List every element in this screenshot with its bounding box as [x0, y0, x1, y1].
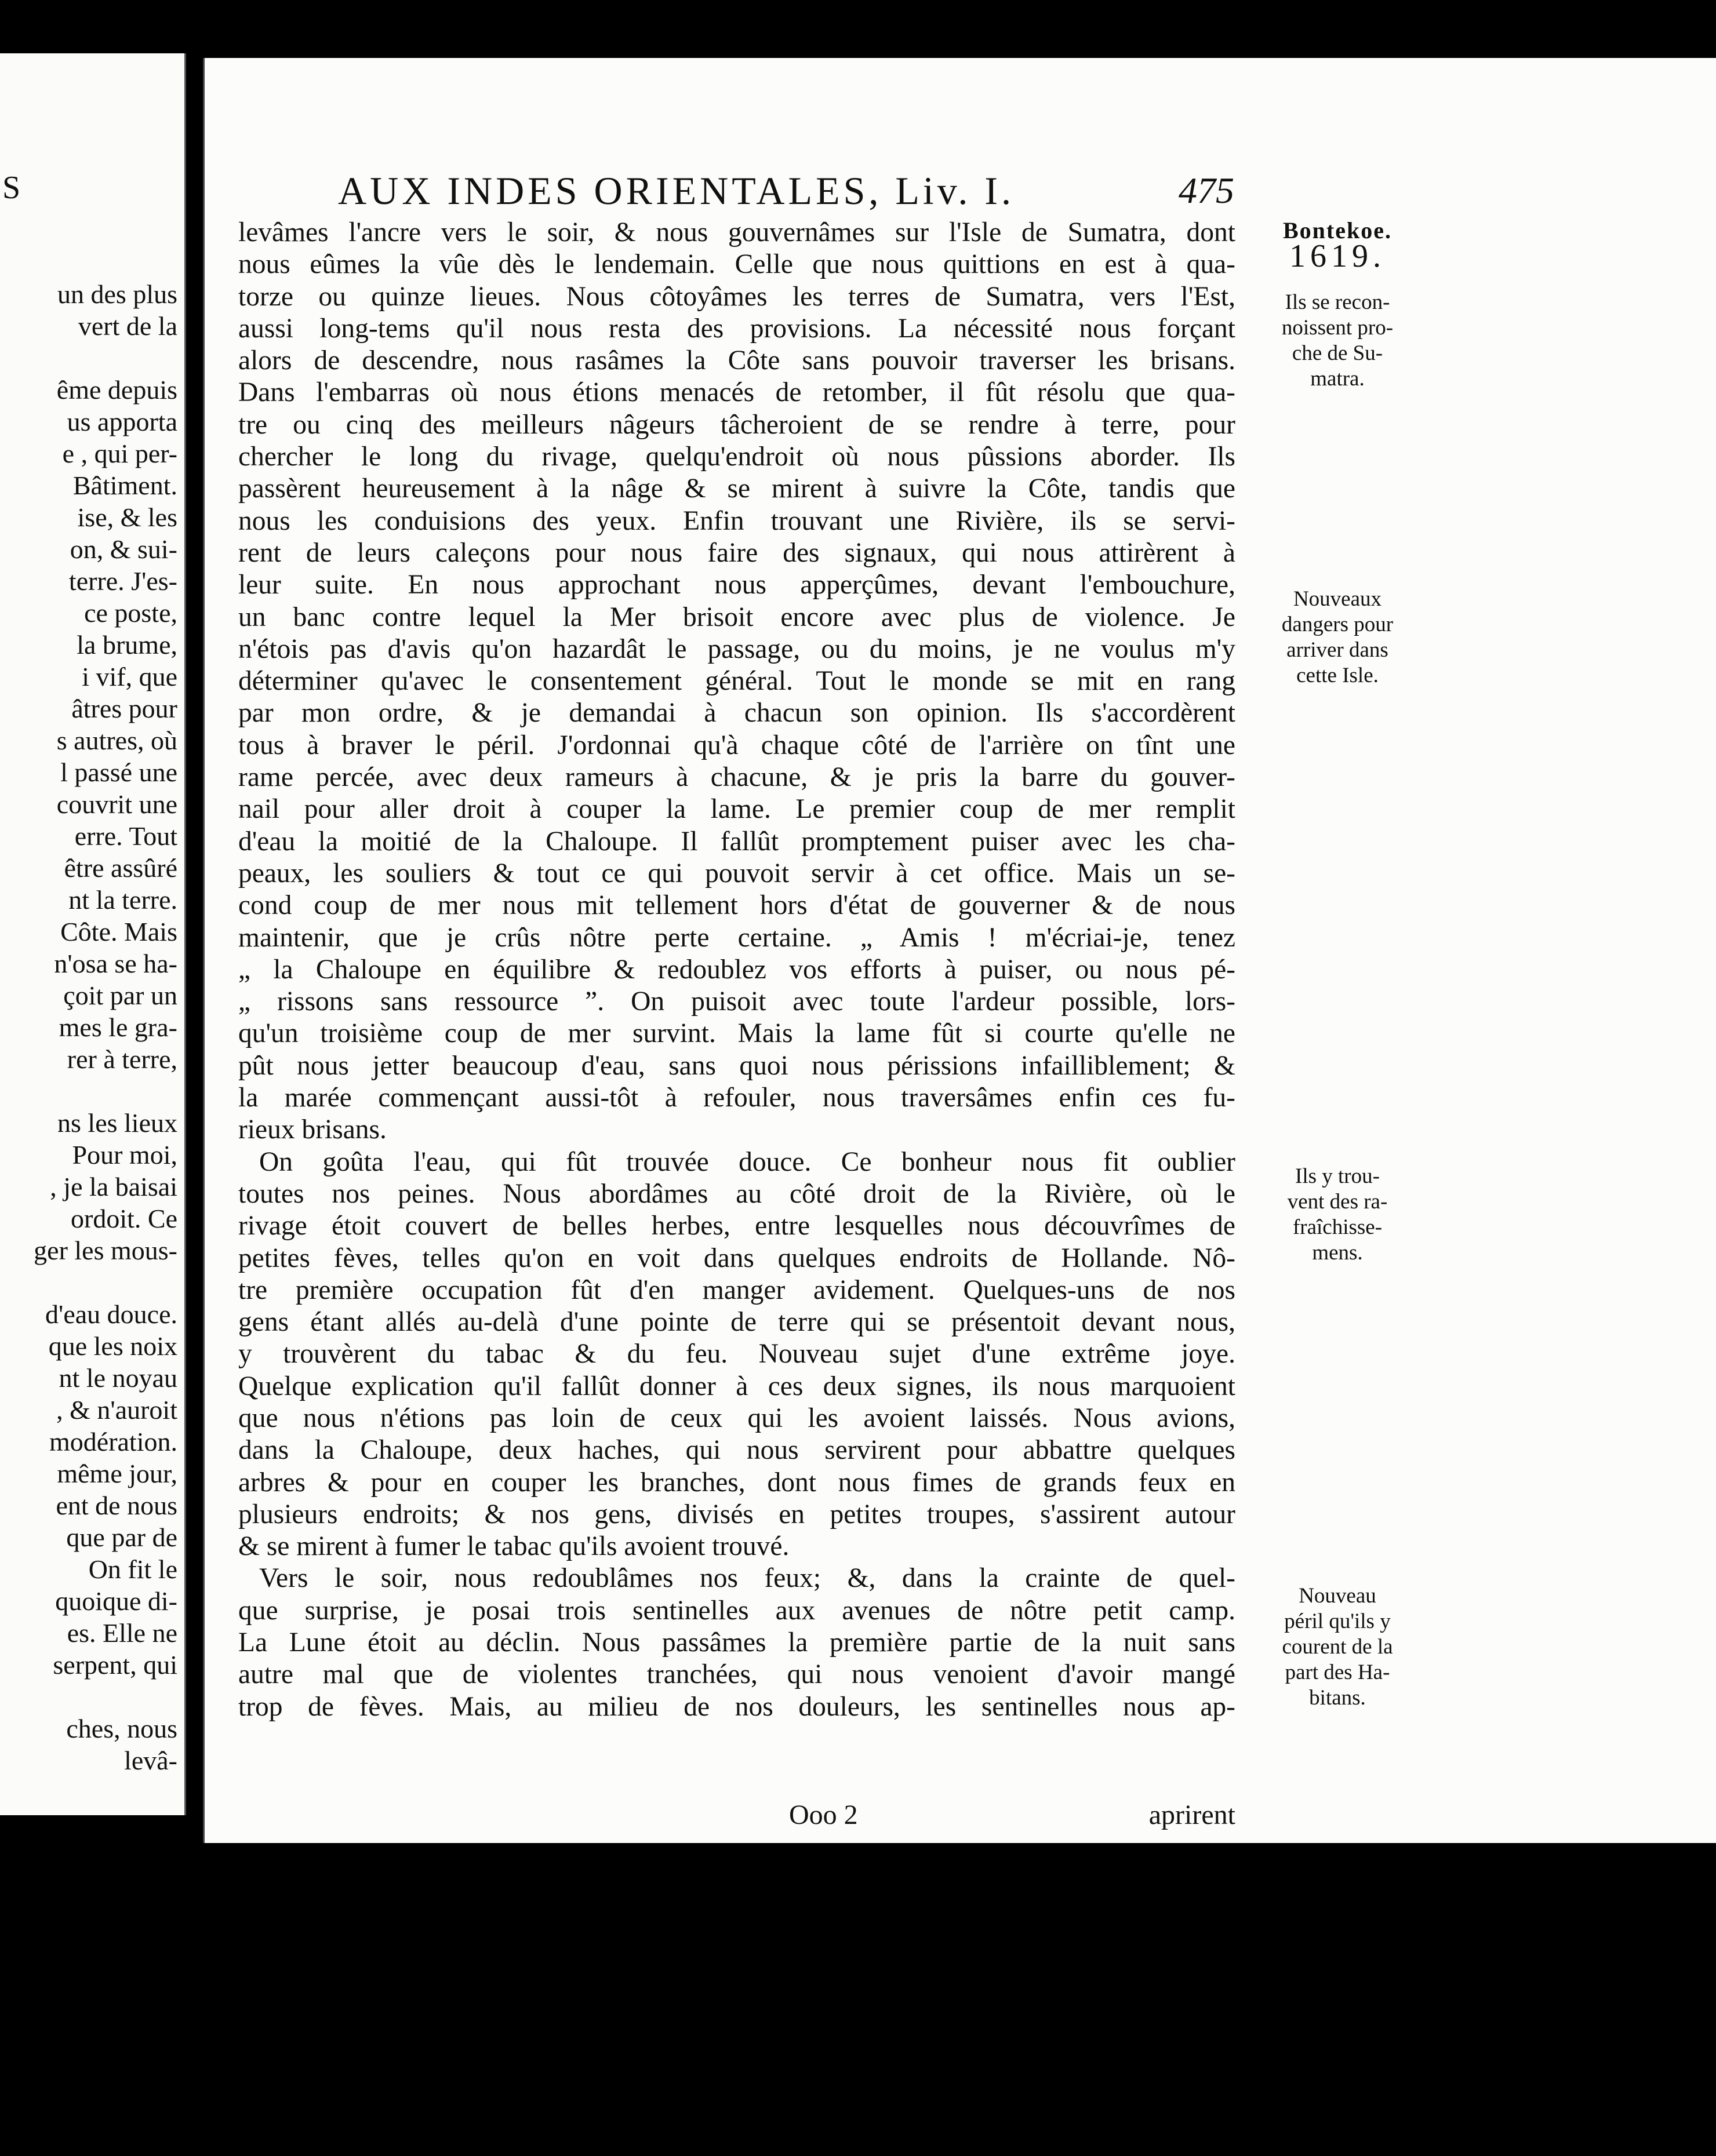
margin-note-line: Nouveaux — [1293, 587, 1382, 611]
margin-note-4 — [1250, 1583, 1424, 1711]
left-page-line — [0, 1075, 177, 1107]
text-line: y trouvèrent du tabac & du feu. Nouveau sujet d'une extrême joye. — [238, 1339, 1235, 1370]
left-page-line — [0, 1266, 177, 1298]
text-line: rent de leurs caleçons pour nous faire des signaux, qui nous attirèrent à — [238, 537, 1235, 568]
text-line: petites fèves, telles qu'on en voit dans quelques endroits de Hollande. Nô- — [238, 1243, 1235, 1273]
margin-note-line: part des Ha- — [1285, 1660, 1390, 1684]
left-page-line: levâ- — [124, 1746, 177, 1775]
margin-note-line: che de Su- — [1292, 341, 1383, 365]
body-text — [238, 217, 1235, 1723]
text-line: trop de fèves. Mais, au milieu de nos douleurs, les sentinelles nous ap- — [238, 1691, 1235, 1722]
text-line: leur suite. En nous approchant nous apperçûmes, devant l'embouchure, — [238, 570, 1235, 600]
left-page-line: es. Elle ne — [67, 1618, 177, 1648]
left-page-line: n'osa se ha- — [54, 949, 177, 978]
text-line: tre ou cinq des meilleurs nâgeurs tâcheroient de se rendre à terre, pour — [238, 409, 1235, 440]
margin-note-line: mens. — [1312, 1241, 1363, 1265]
left-page-line: çoit par un — [63, 981, 177, 1010]
text-line: par mon ordre, & je demandai à chacun son opinion. Ils s'accordèrent — [238, 698, 1235, 729]
left-page-line: erre. Tout — [74, 821, 177, 851]
margin-note-header — [1250, 217, 1424, 274]
text-line: rieux brisans. — [238, 1115, 387, 1145]
left-page-line: modération. — [49, 1427, 177, 1456]
text-line: passèrent heureusement à la nâge & se mirent à suivre la Côte, tandis que — [238, 474, 1235, 504]
left-page-line: on, & sui- — [70, 534, 177, 564]
text-line: toutes nos peines. Nous abordâmes au côté droit de la Rivière, où le — [238, 1178, 1235, 1209]
left-page-line: us apporta — [67, 407, 177, 436]
text-line: autre mal que de violentes tranchées, qui nous venoient d'avoir mangé — [238, 1659, 1235, 1690]
margin-note-line: fraîchisse- — [1292, 1215, 1383, 1239]
text-line: un banc contre lequel la Mer brisoit encore avec plus de violence. Je — [238, 602, 1235, 632]
text-line: nous les conduisions des yeux. Enfin trouvant une Rivière, ils se servi- — [238, 505, 1235, 536]
left-page-text — [0, 278, 177, 1776]
text-line: Vers le soir, nous redoublâmes nos feux; &, dans la crainte de quel- — [259, 1563, 1235, 1594]
left-page-line: , je la baisai — [50, 1172, 177, 1201]
text-line: alors de descendre, nous rasâmes la Côte sans pouvoir traverser les brisans. — [238, 345, 1235, 376]
text-line: que surprise, je posai trois sentinelles aux avenues de nôtre petit camp. — [238, 1595, 1235, 1626]
left-page-line: d'eau douce. — [45, 1299, 177, 1329]
text-line: „ rissons sans ressource ”. On puisoit avec toute l'ardeur possible, lors- — [238, 986, 1235, 1017]
margin-author-label: Bontekoe. — [1283, 217, 1392, 243]
left-page-line: ent de nous — [56, 1491, 177, 1520]
margin-note-line: arriver dans — [1286, 638, 1388, 662]
margin-note-line: péril qu'ils y — [1284, 1609, 1391, 1633]
left-page-line: quoique di- — [55, 1586, 177, 1616]
margin-note-line: matra. — [1310, 367, 1365, 391]
text-line: torze ou quinze lieues. Nous côtoyâmes les terres de Sumatra, vers l'Est, — [238, 281, 1235, 312]
left-page-line: rer à terre, — [67, 1044, 177, 1074]
left-page-line: , & n'auroit — [56, 1395, 177, 1425]
left-page-line: i vif, que — [82, 662, 177, 691]
text-line: tous à braver le péril. J'ordonnai qu'à chaque côté de l'arrière on tînt une — [238, 730, 1235, 760]
margin-note-line: courent de la — [1282, 1635, 1393, 1659]
left-page-running-head: S — [2, 170, 22, 206]
text-line: chercher le long du rivage, quelqu'endroit où nous pûssions aborder. Ils — [238, 442, 1235, 472]
left-page-line: Bâtiment. — [72, 471, 177, 500]
left-page-line: ise, & les — [77, 502, 177, 532]
left-page-line: ns les lieux — [57, 1108, 177, 1138]
left-page-line: nt le noyau — [59, 1363, 177, 1393]
text-line: que nous n'étions pas loin de ceux qui les avoient laissés. Nous avions, — [238, 1403, 1235, 1433]
text-line: d'eau la moitié de la Chaloupe. Il fallût promptement puiser avec les cha- — [238, 826, 1235, 857]
left-page-line — [0, 342, 177, 374]
text-line: La Lune étoit au déclin. Nous passâmes la première partie de la nuit sans — [238, 1627, 1235, 1658]
left-page-line: vert de la — [78, 311, 177, 341]
text-line: On goûta l'eau, qui fût trouvée douce. Ce bonheur nous fit oublier — [259, 1146, 1235, 1177]
margin-note-line: cette Isle. — [1296, 664, 1379, 687]
left-page-line: nt la terre. — [68, 885, 177, 915]
left-page-line: e , qui per- — [62, 439, 177, 468]
left-page-line: Pour moi, — [72, 1140, 177, 1170]
margin-note-line: Ils se recon- — [1285, 290, 1390, 314]
left-page-line: couvrit une — [56, 789, 177, 819]
text-line: peaux, les souliers & tout ce qui pouvoit servir à cet office. Mais un se- — [238, 858, 1235, 888]
text-line: arbres & pour en couper les branches, dont nous fimes de grands feux en — [238, 1467, 1235, 1498]
margin-note-line: Ils y trou- — [1295, 1164, 1380, 1188]
margin-note-line: vent des ra- — [1287, 1190, 1388, 1214]
left-page-line: que les noix — [48, 1331, 177, 1361]
left-page-line: s autres, où — [56, 726, 177, 755]
margin-note-1 — [1250, 290, 1424, 392]
book-page — [203, 58, 1716, 1843]
text-line: déterminer qu'avec le consentement général. Tout le monde se mit en rang — [238, 666, 1235, 697]
left-page-line: mes le gra- — [59, 1013, 177, 1042]
previous-page-fragment — [0, 53, 186, 1815]
text-line: plusieurs endroits; & nos gens, divisés en petites troupes, s'assirent autour — [238, 1499, 1235, 1529]
text-line: & se mirent à fumer le tabac qu'ils avoient trouvé. — [238, 1531, 790, 1562]
margin-note-line: dangers pour — [1281, 613, 1394, 636]
page-number: 475 — [1179, 170, 1234, 211]
text-line: nous eûmes la vûe dès le lendemain. Celle que nous quittions en est à qua- — [238, 249, 1235, 280]
left-page-line: ême depuis — [56, 375, 177, 405]
text-line: nail pour aller droit à couper la lame. Le premier coup de mer remplit — [238, 794, 1235, 825]
text-line: rivage étoit couvert de belles herbes, entre lesquelles nous découvrîmes de — [238, 1211, 1235, 1241]
text-line: n'étois pas d'avis qu'on hazardât le passage, ou du moins, je ne voulus m'y — [238, 633, 1235, 664]
text-line: Dans l'embarras où nous étions menacés de retomber, il fût résolu que qua- — [238, 377, 1235, 408]
text-line: „ la Chaloupe en équilibre & redoublez vos efforts à puiser, ou nous pé- — [238, 954, 1235, 985]
left-page-line: serpent, qui — [53, 1650, 177, 1680]
text-line: aussi long-tems qu'il nous resta des provisions. La nécessité nous forçant — [238, 313, 1235, 344]
page-footer — [238, 1799, 1235, 1833]
margin-note-line: bitans. — [1309, 1686, 1366, 1710]
left-page-line — [0, 1681, 177, 1713]
left-page-line: ches, nous — [66, 1714, 177, 1743]
text-line: Quelque explication qu'il fallût donner à ces deux signes, ils nous marquoient — [238, 1371, 1235, 1401]
catchword: aprirent — [1148, 1800, 1235, 1830]
left-page-line: un des plus — [57, 279, 177, 309]
margin-note-2 — [1250, 587, 1424, 689]
running-head: AUX INDES ORIENTALES, Liv. I. — [338, 169, 1015, 213]
left-page-line: On fit le — [88, 1554, 177, 1584]
text-line: rame percée, avec deux rameurs à chacune, & je pris la barre du gouver- — [238, 762, 1235, 793]
left-page-line: même jour, — [57, 1459, 177, 1488]
margin-note-line: noissent pro- — [1281, 316, 1394, 340]
left-page-line: être assûré — [64, 853, 177, 883]
left-page-line: âtres pour — [71, 694, 177, 723]
left-page-line: l passé une — [60, 757, 177, 787]
left-page-line: Côte. Mais — [60, 917, 177, 946]
left-page-line: ce poste, — [84, 598, 177, 628]
text-line: tre première occupation fût d'en manger avidement. Quelques-uns de nos — [238, 1274, 1235, 1305]
left-page-line: ordoit. Ce — [71, 1204, 177, 1233]
margin-note-line: Nouveau — [1299, 1584, 1376, 1608]
left-page-line: ger les mous- — [34, 1236, 177, 1265]
text-line: dans la Chaloupe, deux haches, qui nous servirent pour abbattre quelques — [238, 1435, 1235, 1466]
margin-note-3 — [1250, 1164, 1424, 1266]
text-line: pût nous jetter beaucoup d'eau, sans quoi nous périssions infailliblement; & — [238, 1050, 1235, 1081]
text-line: levâmes l'ancre vers le soir, & nous gouvernâmes sur l'Isle de Sumatra, dont — [238, 217, 1235, 247]
text-line: cond coup de mer nous mit tellement hors d'état de gouverner & de nous — [238, 890, 1235, 921]
text-line: qu'un troisième coup de mer survint. Mais la lame fût si courte qu'elle ne — [238, 1018, 1235, 1049]
text-line: la marée commençant aussi-tôt à refouler, nous traversâmes enfin ces fu- — [238, 1083, 1235, 1113]
left-page-line: que par de — [66, 1523, 177, 1552]
left-page-line: la brume, — [77, 630, 177, 660]
text-line: maintenir, que je crûs nôtre perte certaine. „ Amis ! m'écriai-je, tenez — [238, 922, 1235, 953]
left-page-line: terre. J'es- — [68, 566, 177, 596]
text-line: gens étant allés au-delà d'une pointe de terre qui se présentoit devant nous, — [238, 1307, 1235, 1338]
margin-year: 1619. — [1289, 238, 1386, 274]
signature-mark: Ooo 2 — [789, 1800, 858, 1830]
